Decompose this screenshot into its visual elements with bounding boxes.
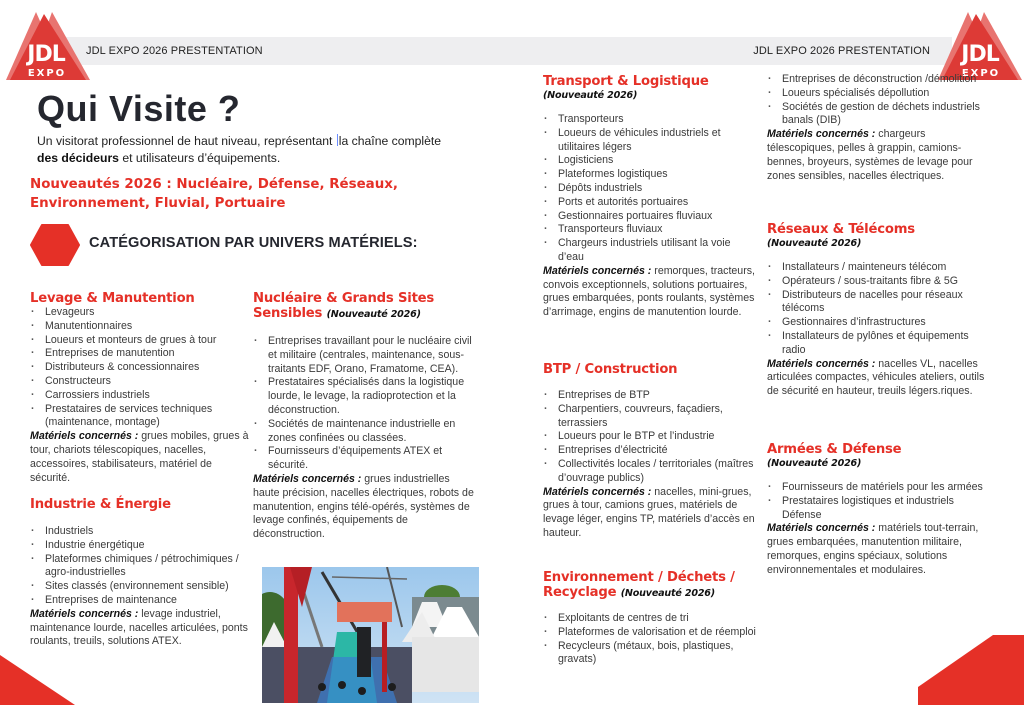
list-item: · Loueurs spécialisés dépollution bbox=[767, 87, 985, 101]
section-title-text: Nucléaire & Grands Sites Sensibles bbox=[253, 291, 435, 321]
list-item: · Dépôts industriels bbox=[543, 182, 758, 196]
svg-text:EXPO: EXPO bbox=[961, 68, 1001, 79]
page-title bbox=[37, 88, 240, 130]
item-list bbox=[543, 389, 758, 486]
categorisation-title: CATÉGORISATION PAR UNIVERS MATÉRIELS: bbox=[89, 235, 418, 251]
new-badge: (Nouveauté 2026) bbox=[543, 90, 638, 101]
list-item: · Gestionnaires portuaires fluviaux bbox=[543, 210, 758, 224]
intro-part-3: et utilisateurs d’équipements. bbox=[118, 151, 281, 165]
materials-label: Matériels concernés : bbox=[767, 128, 876, 141]
header-title-left: JDL EXPO 2026 PRESTENTATION bbox=[86, 45, 263, 57]
materials-text bbox=[767, 128, 985, 183]
list-item: · Entreprises de manutention bbox=[30, 347, 252, 361]
materials-label: Matériels concernés : bbox=[767, 522, 876, 535]
section-levage bbox=[30, 291, 252, 485]
list-item: · Entreprises de BTP bbox=[543, 389, 758, 403]
section-title: Industrie & Énergie bbox=[30, 497, 171, 512]
intro-text bbox=[37, 133, 477, 167]
materials-label: Matériels concernés : bbox=[30, 607, 139, 620]
list-item: · Collectivités locales / territoriales (maîtres d’ouvrage publics) bbox=[543, 458, 758, 486]
page-title-bold: Visite ? bbox=[109, 88, 241, 129]
list-item: · Charpentiers, couvreurs, façadiers, terrassiers bbox=[543, 403, 758, 431]
list-item: · Sociétés de gestion de déchets industriels banals (DIB) bbox=[767, 101, 985, 129]
list-item: · Prestataires de services techniques (maintenance, montage) bbox=[30, 403, 252, 431]
new-badge: (Nouveauté 2026) bbox=[326, 309, 421, 320]
intro-part-1: Un visitorat professionnel de haut niveau, représentant bbox=[37, 134, 336, 148]
text-cursor bbox=[337, 134, 338, 146]
svg-text:EXPO: EXPO bbox=[27, 68, 67, 79]
red-corner-decoration-right bbox=[918, 635, 1024, 705]
red-corner-decoration-left bbox=[0, 655, 75, 705]
list-item: · Exploitants de centres de tri bbox=[543, 612, 758, 626]
list-item: · Recycleurs (métaux, bois, plastiques, gravats) bbox=[543, 640, 758, 668]
materials-label: Matériels concernés : bbox=[30, 430, 139, 443]
materials-text bbox=[543, 486, 758, 541]
section-title bbox=[253, 291, 475, 322]
list-item: · Entreprises d’électricité bbox=[543, 444, 758, 458]
jdl-expo-logo-icon bbox=[2, 10, 92, 82]
list-item: · Loueurs de véhicules industriels et utilitaires légers bbox=[543, 127, 758, 155]
materials-text bbox=[767, 522, 985, 577]
list-item: · Loueurs pour le BTP et l’industrie bbox=[543, 430, 758, 444]
section-industrie bbox=[30, 497, 252, 649]
section-title: Levage & Manutention bbox=[30, 291, 195, 306]
list-item: · Industrie énergétique bbox=[30, 539, 252, 553]
list-item: · Fournisseurs d’équipements ATEX et sécurité. bbox=[253, 445, 475, 473]
list-item: · Industriels bbox=[30, 525, 252, 539]
section-transport bbox=[543, 74, 758, 320]
item-list bbox=[767, 481, 985, 522]
section-environnement-continued bbox=[767, 73, 985, 183]
materials-text bbox=[253, 473, 475, 542]
section-title: Transport & Logistique bbox=[543, 74, 709, 89]
materials-value: chargeurs télescopiques, pelles à grappin, camions-bennes, broyeurs, systèmes de levage pour zones sensibles, nacelles électriques. bbox=[767, 128, 973, 182]
materials-text bbox=[543, 265, 758, 320]
list-item: · Chargeurs industriels utilisant la voie d’eau bbox=[543, 237, 758, 265]
svg-text:JDL: JDL bbox=[961, 42, 999, 67]
section-title: Réseaux & Télécoms bbox=[767, 222, 915, 237]
item-list bbox=[543, 113, 758, 265]
list-item: · Manutentionnaires bbox=[30, 320, 252, 334]
item-list bbox=[767, 73, 985, 128]
item-list bbox=[543, 612, 758, 667]
materials-value: remorques, tracteurs, convois exceptionnels, solutions portuaires, grues embarquées, ponts roulants, systèmes d’arrimage, engins de manutention lourde. bbox=[543, 264, 755, 319]
materials-value: nacelles VL, nacelles articulées compactes, véhicules ateliers, outils de sécurité en hauteur, treuils légers.riques. bbox=[767, 357, 985, 398]
list-item: · Installateurs / mainteneurs télécom bbox=[767, 261, 985, 275]
list-item: · Plateformes chimiques / pétrochimiques / agro-industrielles bbox=[30, 553, 252, 581]
item-list bbox=[253, 335, 475, 473]
list-item: · Prestataires spécialisés dans la logistique lourde, le levage, la radioprotection et la déconstruction. bbox=[253, 376, 475, 417]
list-item: · Installateurs de pylônes et équipements radio bbox=[767, 330, 985, 358]
intro-bold: des décideurs bbox=[37, 151, 119, 165]
page-title-light: Qui bbox=[37, 88, 99, 129]
list-item: · Opérateurs / sous-traitants fibre & 5G bbox=[767, 275, 985, 289]
section-environnement bbox=[543, 570, 758, 667]
section-title bbox=[543, 570, 758, 601]
list-item: · Ports et autorités portuaires bbox=[543, 196, 758, 210]
materials-value: matériels tout-terrain, grues embarquées, manutention militaire, remorques, engins spéciaux, solutions environnementales et modulaires. bbox=[767, 522, 979, 576]
list-item: · Transporteurs bbox=[543, 113, 758, 127]
materials-value: grues industrielles haute précision, nacelles électriques, robots de manutention, engins télé-opérés, systèmes de levage confinés, équipements de déconstruction. bbox=[253, 472, 474, 541]
section-btp bbox=[543, 362, 758, 541]
list-item: · Logisticiens bbox=[543, 154, 758, 168]
header-band-left bbox=[60, 37, 512, 65]
materials-value: levage industriel, maintenance lourde, nacelles articulées, ponts roulants, treuils, solutions ATEX. bbox=[30, 607, 248, 648]
section-title: Armées & Défense bbox=[767, 442, 902, 457]
new-2026-banner: Nouveautés 2026 : Nucléaire, Défense, Réseaux, Environnement, Fluvial, Portuaire bbox=[30, 177, 398, 211]
hexagon-icon bbox=[30, 224, 80, 266]
materials-label: Matériels concernés : bbox=[767, 357, 876, 370]
list-item: · Levageurs bbox=[30, 306, 252, 320]
list-item: · Loueurs et monteurs de grues à tour bbox=[30, 334, 252, 348]
materials-text bbox=[30, 430, 252, 485]
list-item: · Gestionnaires d’infrastructures bbox=[767, 316, 985, 330]
list-item: · Entreprises de maintenance bbox=[30, 594, 252, 608]
jdl-expo-logo-icon bbox=[934, 10, 1024, 82]
new-badge: (Nouveauté 2026) bbox=[767, 238, 862, 249]
materials-value: grues mobiles, grues à tour, chariots télescopiques, nacelles, accessoires, stabilisateurs, matériel de sécurité. bbox=[30, 430, 249, 484]
header-title-right: JDL EXPO 2026 PRESTENTATION bbox=[753, 45, 930, 57]
header-band-right bbox=[512, 37, 952, 65]
materials-label: Matériels concernés : bbox=[543, 485, 652, 498]
list-item: · Plateformes de valorisation et de réemploi bbox=[543, 626, 758, 640]
materials-label: Matériels concernés : bbox=[543, 264, 652, 277]
list-item: · Entreprises travaillant pour le nucléaire civil et militaire (centrales, maintenance, sous-traitants EDF, Orano, Framatome, CEA). bbox=[253, 335, 475, 376]
new-badge: (Nouveauté 2026) bbox=[767, 458, 862, 469]
item-list bbox=[30, 525, 252, 608]
section-armees bbox=[767, 442, 985, 578]
list-item: · Distributeurs & concessionnaires bbox=[30, 361, 252, 375]
list-item: · Sociétés de maintenance industrielle en zones confinées ou classées. bbox=[253, 418, 475, 446]
list-item: · Sites classés (environnement sensible) bbox=[30, 580, 252, 594]
section-nucleaire bbox=[253, 291, 475, 542]
list-item: · Plateformes logistiques bbox=[543, 168, 758, 182]
list-item: · Transporteurs fluviaux bbox=[543, 223, 758, 237]
materials-label: Matériels concernés : bbox=[253, 472, 362, 485]
item-list bbox=[767, 261, 985, 358]
section-title: BTP / Construction bbox=[543, 362, 678, 377]
list-item: · Distributeurs de nacelles pour réseaux télécoms bbox=[767, 289, 985, 317]
intro-part-2: la chaîne complète bbox=[338, 134, 442, 148]
list-item: · Constructeurs bbox=[30, 375, 252, 389]
new-badge: (Nouveauté 2026) bbox=[620, 588, 715, 599]
materials-text bbox=[30, 608, 252, 649]
section-reseaux bbox=[767, 222, 985, 399]
list-item: · Carrossiers industriels bbox=[30, 389, 252, 403]
materials-value: nacelles, mini-grues, grues à tour, camions grues, matériels de levage léger, engins TP, matériels d’accès en hauteur. bbox=[543, 485, 755, 539]
trade-show-photo bbox=[262, 567, 479, 703]
list-item: · Fournisseurs de matériels pour les armées bbox=[767, 481, 985, 495]
materials-text bbox=[767, 358, 985, 399]
section-title-text: Environnement / Déchets / Recyclage bbox=[543, 570, 735, 600]
list-item: · Prestataires logistiques et industriels Défense bbox=[767, 495, 985, 523]
svg-text:JDL: JDL bbox=[27, 42, 65, 67]
list-item: · Entreprises de déconstruction /démolition bbox=[767, 73, 985, 87]
item-list bbox=[30, 306, 252, 430]
